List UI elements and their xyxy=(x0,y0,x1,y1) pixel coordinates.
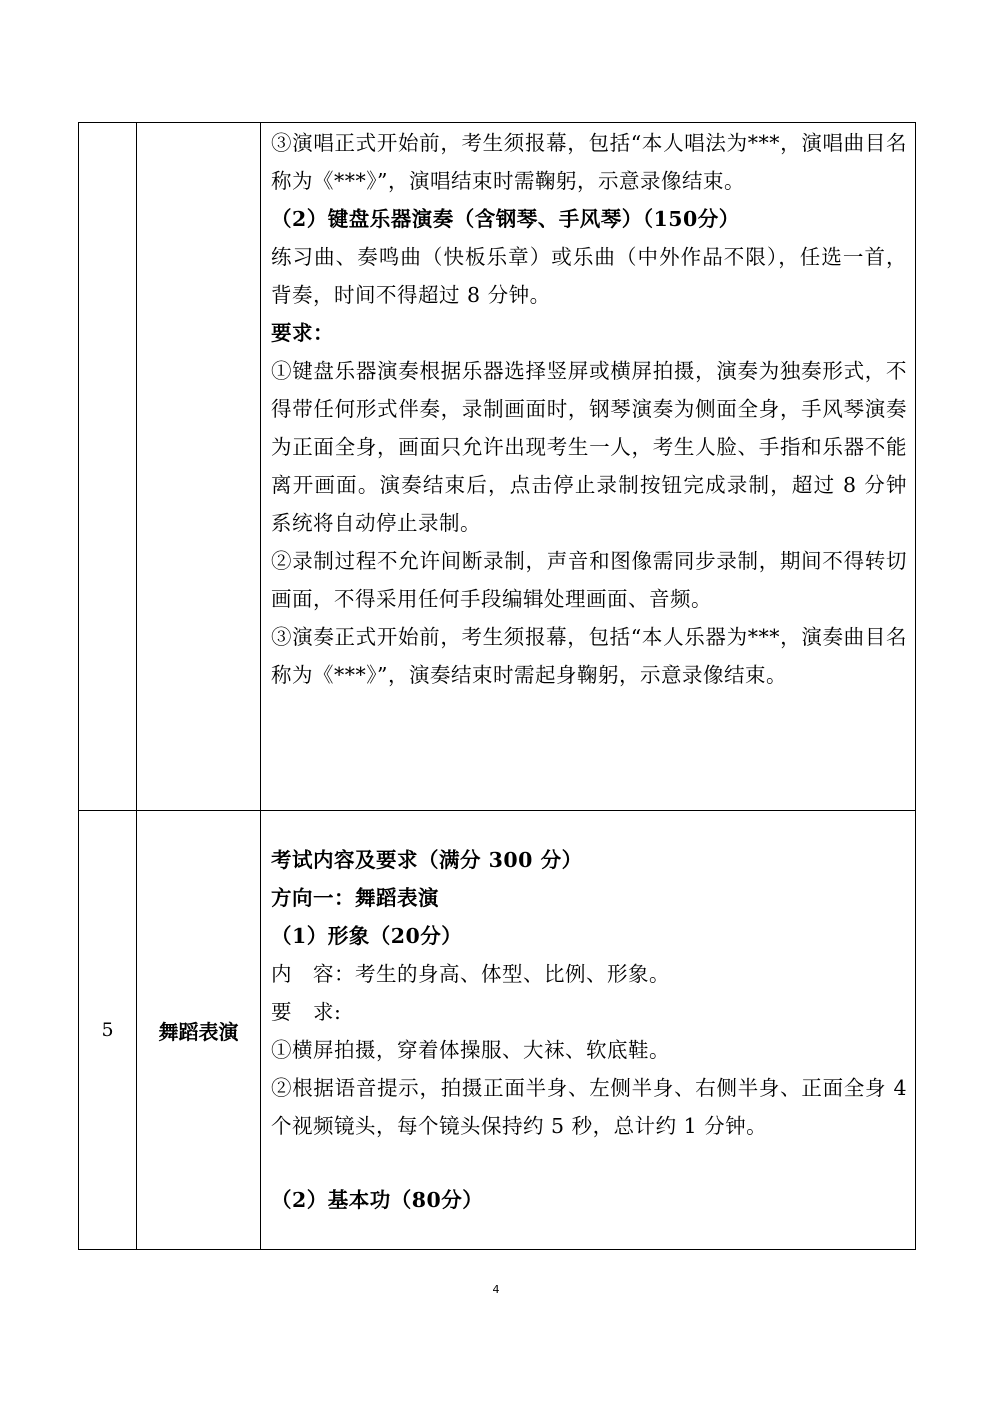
content-lines xyxy=(271,841,907,1145)
paragraph: ①键盘乐器演奏根据乐器选择竖屏或横屏拍摄，演奏为独奏形式，不得带任何形式伴奏，录制画面时，钢琴演奏为侧面全身，手风琴演奏为正面全身，画面只允许出现考生一人，考生人脸、手指和乐器不能离开画面。演奏结束后，点击停止录制按钮完成录制，超过 8 分钟系统将自动停止录制。 xyxy=(271,359,907,535)
row-number xyxy=(79,123,137,811)
paragraph: 内 容：考生的身高、体型、比例、形象。 xyxy=(271,962,670,986)
spacer xyxy=(271,1145,907,1181)
section-heading: （2）键盘乐器演奏（含钢琴、手风琴）（150分） xyxy=(271,207,740,231)
section-heading: 要求： xyxy=(271,321,334,345)
paragraph: ③演唱正式开始前，考生须报幕，包括“本人唱法为***，演唱曲目名称为《***》”，演唱结束时需鞠躬，示意录像结束。 xyxy=(271,131,907,193)
paragraph: ②根据语音提示，拍摄正面半身、左侧半身、右侧半身、正面全身 4 个视频镜头，每个镜头保持约 5 秒，总计约 1 分钟。 xyxy=(271,1076,907,1138)
paragraph: ②录制过程不允许间断录制，声音和图像需同步录制，期间不得转切画面，不得采用任何手段编辑处理画面、音频。 xyxy=(271,549,907,611)
row-number: 5 xyxy=(79,811,137,1250)
page-number: 4 xyxy=(492,1283,500,1296)
paragraph: ①横屏拍摄，穿着体操服、大袜、软底鞋。 xyxy=(271,1038,670,1062)
exam-table xyxy=(78,122,916,1250)
row-subject xyxy=(137,123,261,811)
section-heading: 考试内容及要求（满分 300 分） xyxy=(271,848,583,872)
section-heading: 方向一：舞蹈表演 xyxy=(271,886,439,910)
paragraph: 要 求: xyxy=(271,1000,342,1024)
content-lines xyxy=(271,124,907,694)
section-heading: （1）形象（20分） xyxy=(271,924,463,948)
row-content xyxy=(261,123,916,811)
table-row xyxy=(79,123,916,811)
paragraph: ③演奏正式开始前，考生须报幕，包括“本人乐器为***，演奏曲目名称为《***》”，演奏结束时需起身鞠躬，示意录像结束。 xyxy=(271,625,907,687)
paragraph: 练习曲、奏鸣曲（快板乐章）或乐曲（中外作品不限），任选一首，背奏，时间不得超过 8 分钟。 xyxy=(271,245,907,307)
row-subject: 舞蹈表演 xyxy=(137,811,261,1250)
section-heading: （2）基本功（80分） xyxy=(271,1188,484,1212)
row-content xyxy=(261,811,916,1250)
table-row xyxy=(79,811,916,1250)
